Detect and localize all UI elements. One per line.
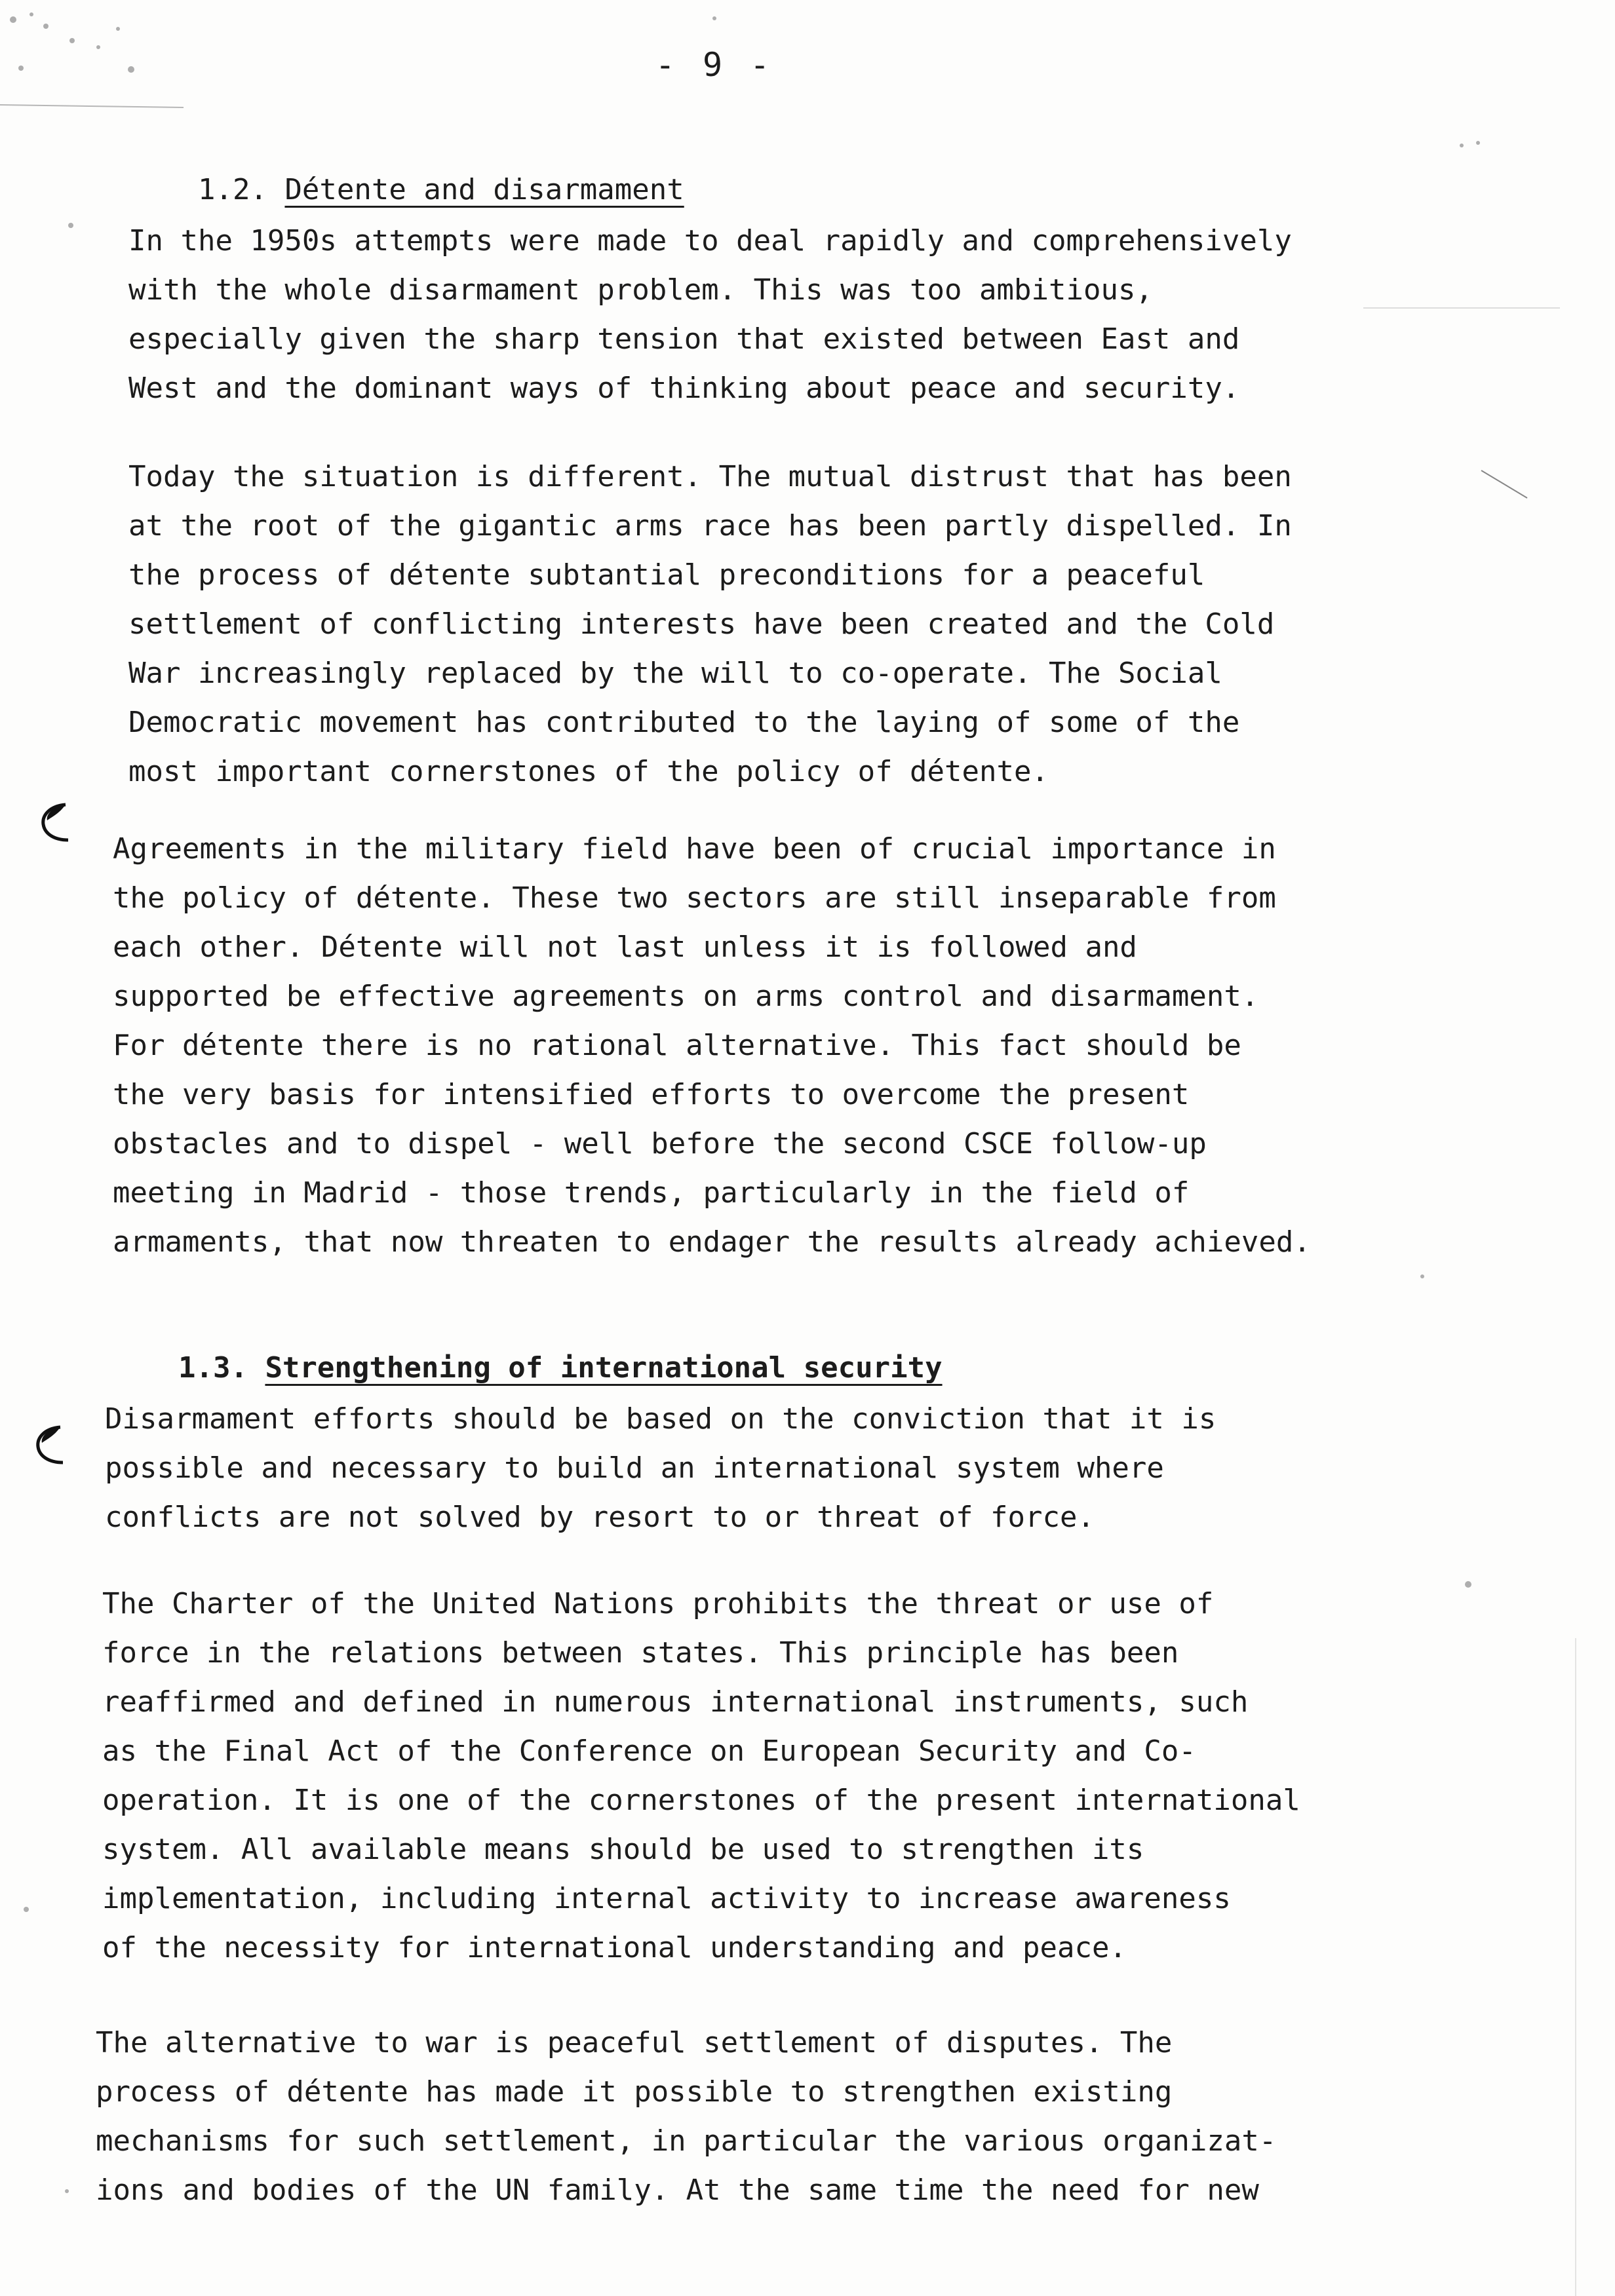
text-line: supported be effective agreements on arms control and disarmament. [113,980,1259,1013]
paragraph [105,1394,1216,1542]
text-line: the very basis for intensified efforts to overcome the present [113,1078,1190,1111]
text-line: especially given the sharp tension that existed between East and [128,322,1240,356]
text-line: Disarmament efforts should be based on the conviction that it is [105,1402,1216,1436]
paragraph [113,824,1311,1267]
text-line: system. All available means should be used to strengthen its [102,1833,1144,1866]
margin-bracket-mark [31,1423,69,1466]
text-line: In the 1950s attempts were made to deal rapidly and comprehensively [128,224,1292,258]
text-line: ions and bodies of the UN family. At the same time the need for new [96,2173,1259,2207]
text-line: West and the dominant ways of thinking about peace and security. [128,372,1240,405]
text-line: implementation, including internal activity to increase awareness [102,1882,1231,1915]
text-line: operation. It is one of the cornerstones of the present international [102,1784,1300,1817]
text-line: mechanisms for such settlement, in particular the various organizat- [96,2124,1277,2158]
paragraph [128,452,1292,796]
text-line: The Charter of the United Nations prohibits the threat or use of [102,1587,1214,1620]
section-title: Strengthening of international security [265,1351,943,1385]
text-line: with the whole disarmament problem. This was too ambitious, [128,273,1153,307]
section-number: 1.3. [178,1351,248,1385]
text-line: possible and necessary to build an international system where [105,1451,1164,1485]
text-line: settlement of conflicting interests have been created and the Cold [128,607,1275,641]
text-line: armaments, that now threaten to endager the results already achieved. [113,1225,1311,1259]
text-line: at the root of the gigantic arms race has been partly dispelled. In [128,509,1292,543]
text-line: meeting in Madrid - those trends, particularly in the field of [113,1176,1190,1210]
text-line: reaffirmed and defined in numerous international instruments, such [102,1685,1249,1719]
text-line: as the Final Act of the Conference on European Security and Co- [102,1734,1196,1768]
text-line: the process of détente subtantial preconditions for a peaceful [128,558,1205,592]
text-line: Agreements in the military field have been of crucial importance in [113,832,1276,866]
text-line: conflicts are not solved by resort to or threat of force. [105,1501,1095,1534]
text-line: the policy of détente. These two sectors are still inseparable from [113,881,1276,915]
text-line: For détente there is no rational alternative. This fact should be [113,1029,1241,1062]
text-line: Democratic movement has contributed to the laying of some of the [128,706,1240,739]
text-line: Today the situation is different. The mutual distrust that has been [128,460,1292,493]
paragraph [102,1579,1300,1972]
text-line: of the necessity for international understanding and peace. [102,1931,1127,1964]
text-line: obstacles and to dispel - well before the second CSCE follow-up [113,1127,1207,1160]
text-line: each other. Détente will not last unless it is followed and [113,930,1137,964]
margin-bracket-mark [37,801,75,844]
text-line: War increasingly replaced by the will to co-operate. The Social [128,657,1222,690]
section-title: Détente and disarmament [284,173,684,206]
paragraph [96,2018,1276,2215]
paragraph [128,216,1292,413]
text-line: The alternative to war is peaceful settlement of disputes. The [96,2026,1173,2059]
text-line: most important cornerstones of the policy of détente. [128,755,1049,788]
text-line: force in the relations between states. This principle has been [102,1636,1179,1670]
page-number: - 9 - [655,46,774,84]
section-number: 1.2. [197,173,267,206]
text-line: process of détente has made it possible to strengthen existing [96,2075,1173,2109]
